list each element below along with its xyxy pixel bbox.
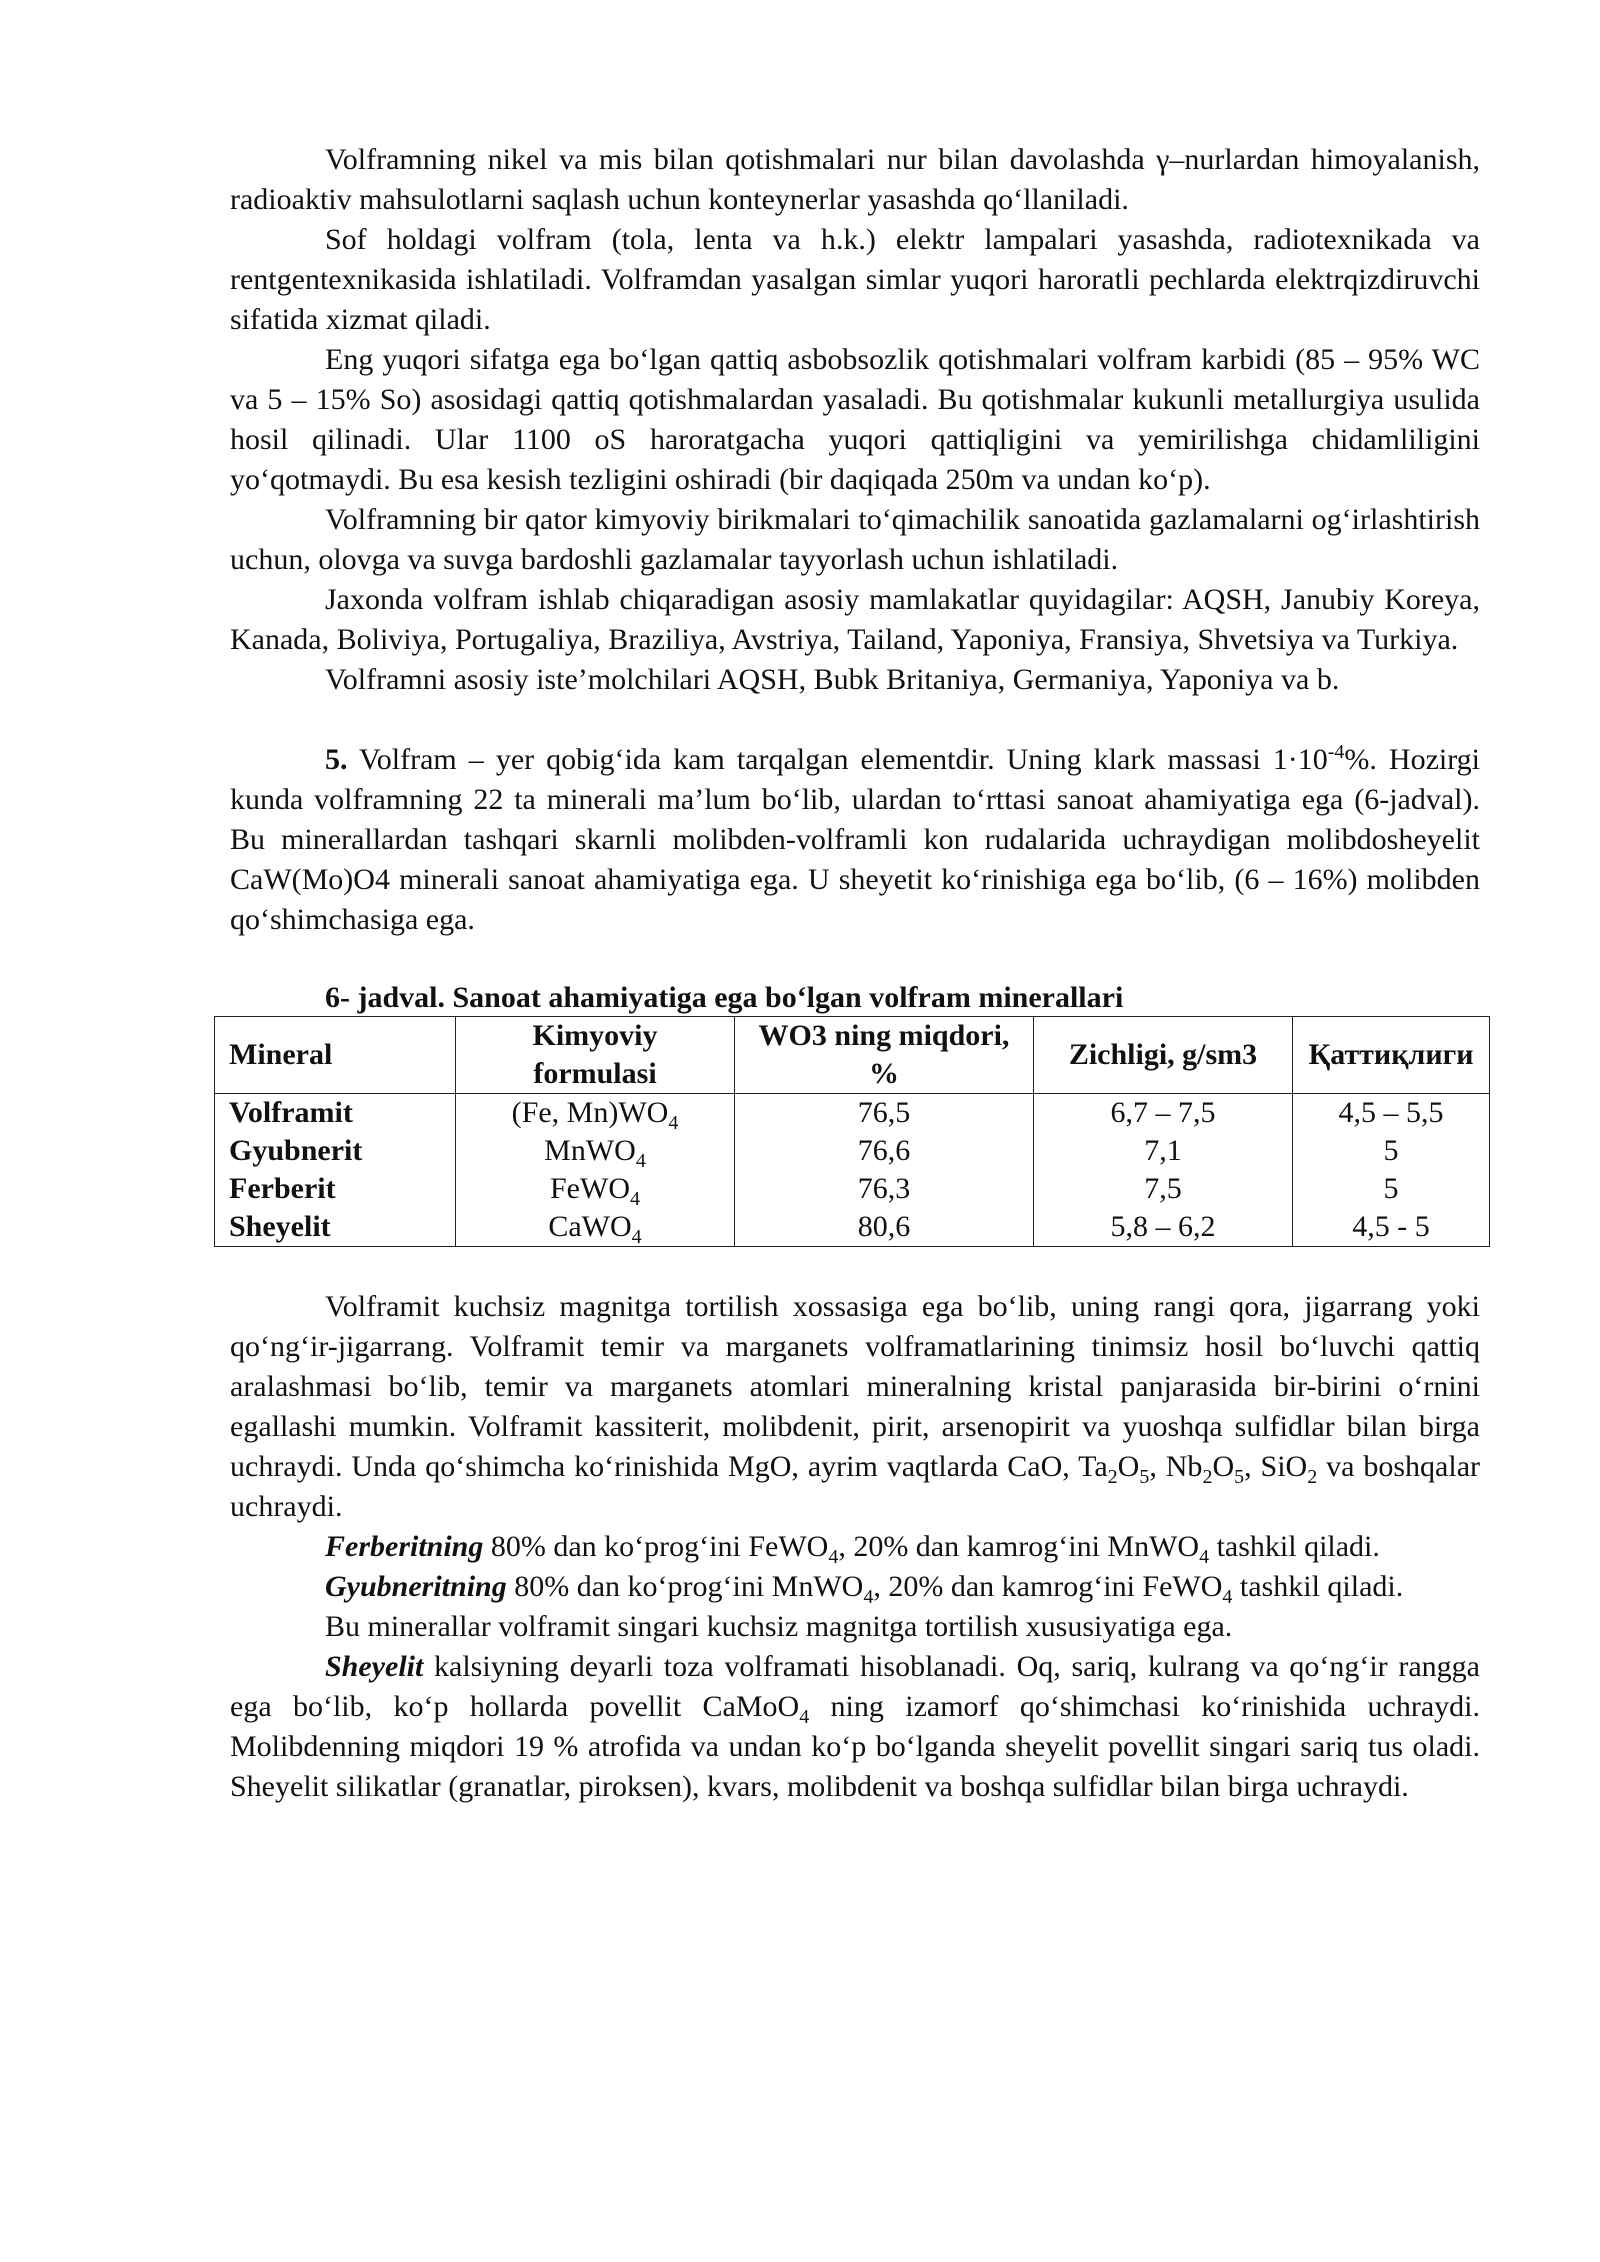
spacer [230,700,1480,740]
cell-formula: MnWO$_4$ [456,1132,735,1170]
cell-hardness: 4,5 – 5,5 [1293,1094,1490,1133]
ferberit-paragraph: Ferberitning 80% dan ko‘prog‘ini FeWO$_4$, 20% dan kamrog‘ini MnWO$_4$ tashkil qiladi. [325,1530,1380,1568]
term: Sheyelit [325,1650,424,1683]
table-row [215,1208,1490,1247]
paragraph: Bu minerallar volframit singari kuchsiz magnitga tortilish xususiyatiga ega. [325,1610,1233,1643]
document-page [230,140,1480,1807]
cell-wo3: 80,6 [735,1208,1034,1247]
cell-density: 6,7 – 7,5 [1034,1094,1293,1133]
paragraph: Volframni asosiy iste’molchilari AQSH, Bubk Britaniya, Germaniya, Yaponiya va b. [325,663,1340,696]
table-row [215,1094,1490,1133]
cell-hardness: 4,5 - 5 [1293,1208,1490,1247]
paragraph: Volframning bir qator kimyoviy birikmalari to‘qimachilik sanoatida gazlamalarni og‘irlashtirish uchun, olovga va suvga bardoshli gazlamalar tayyorlash uchun ishlatiladi. [230,503,1480,576]
cell-density: 7,5 [1034,1170,1293,1208]
cell-formula: CaWO$_4$ [456,1208,735,1247]
gyubnerit-paragraph: Gyubneritning 80% dan ko‘prog‘ini MnWO$_4$, 20% dan kamrog‘ini FeWO$_4$ tashkil qiladi. [325,1570,1404,1608]
cell-wo3: 76,3 [735,1170,1034,1208]
paragraph: Volframning nikel va mis bilan qotishmalari nur bilan davolashda γ–nurlardan himoyalanish, radioaktiv mahsulotlarni saqlash uchun konteynerlar yasashda qo‘llaniladi. [230,143,1480,216]
cell-wo3: 76,6 [735,1132,1034,1170]
section-text: %. Hozirgi kunda volframning 22 ta minerali ma’lum bo‘lib, ulardan to‘rttasi sanoat ahamiyatiga ega (6-jadval). Bu minerallardan tashqari skarnli molibden-volframli kon rudalarida uchraydigan molibdosheyelit CaW(Mo)O4 minerali sanoat ahamiyatiga ega. U sheyetit ko‘rinishiga ega bo‘lib, (6 – 16%) molibden qo‘shimchasiga ega. [230,743,1480,936]
minerals-table [214,1016,1490,1247]
cell-formula: FeWO$_4$ [456,1170,735,1208]
header-hardness: Қаттиқлиги [1293,1017,1490,1094]
volframit-paragraph: Volframit kuchsiz magnitga tortilish xossasiga ega bo‘lib, uning rangi qora, jigarrang yoki qo‘ng‘ir-jigarrang. Volframit temir va marganets volframatlarining tinimsiz hosil bo‘luvchi qattiq aralashmasi bo‘lib, temir va marganets atomlari mineralning kristal panjarasida bir-birini o‘rnini egallashi mumkin. Volframit kassiterit, molibdenit, pirit, arsenopirit va yuoshqa sulfidlar bilan birga uchraydi. Unda qo‘shimcha ko‘rinishida MgO, ayrim vaqtlarda CaO, $Ta_2O_5$, $Nb_2O_5$, SiO$_2$ va boshqalar uchraydi. [230,1290,1481,1523]
paragraph: Sof holdagi volfram (tola, lenta va h.k.) elektr lampalari yasashda, radiotexnikada va rentgentexnikasida ishlatiladi. Volframdan yasalgan simlar yuqori haroratli pechlarda elektrqizdiruvchi sifatida xizmat qiladi. [230,223,1480,336]
paragraph: Eng yuqori sifatga ega bo‘lgan qattiq asbobsozlik qotishmalari volfram karbidi (85 – 95% WC va 5 – 15% So) asosidagi qattiq qotishmalardan yasaladi. Bu qotishmalar kukunli metallurgiya usulida hosil qilinadi. Ular 1100 oS haroratgacha yuqori qattiqligini va yemirilishga chidamliligini yo‘qotmaydi. Bu esa kesish tezligini oshiradi (bir daqiqada 250m va undan ko‘p). [230,343,1480,496]
cell-formula: (Fe, $Mn)WO_4$ [456,1094,735,1133]
header-formula: Kimyoviy formulasi [456,1017,735,1094]
section-text: Volfram – yer qobig‘ida kam tarqalgan elementdir. Uning klark massasi 1·10 [347,743,1328,776]
header-mineral: Mineral [215,1017,456,1094]
cell-mineral: Gyubnerit [215,1132,456,1170]
cell-density: 7,1 [1034,1132,1293,1170]
cell-mineral: Ferberit [215,1170,456,1208]
header-density: Zichligi, g/sm3 [1034,1017,1293,1094]
spacer [230,1247,1480,1287]
cell-hardness: 5 [1293,1132,1490,1170]
cell-mineral: Sheyelit [215,1208,456,1247]
table-row [215,1132,1490,1170]
table-caption: 6- jadval. Sanoat ahamiyatiga ega bo‘lgan volfram minerallari [325,981,1124,1014]
table-header-row [215,1017,1490,1094]
header-wo3: WO3 ning miqdori, % [735,1017,1034,1094]
exponent: -4 [1327,741,1345,763]
cell-mineral: Volframit [215,1094,456,1133]
sheyelit-paragraph: Sheyelit kalsiyning deyarli toza volframati hisoblanadi. Oq, sariq, kulrang va qo‘ng‘ir rangga ega bo‘lib, ko‘p hollarda povellit CaMoO$_4$ ning izamorf qo‘shimchasi ko‘rinishida uchraydi. Molibdenning miqdori 19 % atrofida va undan ko‘p bo‘lganda sheyelit povellit singari sariq tus oladi. Sheyelit silikatlar (granatlar, piroksen), kvars, molibdenit va boshqa sulfidlar bilan birga uchraydi. [230,1650,1480,1803]
section-5-paragraph [230,740,1480,940]
term: Ferberitning [325,1530,484,1563]
paragraph: Jaxonda volfram ishlab chiqaradigan asosiy mamlakatlar quyidagilar: AQSH, Janubiy Koreya, Kanada, Boliviya, Portugaliya, Braziliya, Avstriya, Tailand, Yaponiya, Fransiya, Shvetsiya va Turkiya. [230,583,1480,656]
cell-hardness: 5 [1293,1170,1490,1208]
table-row [215,1170,1490,1208]
cell-density: 5,8 – 6,2 [1034,1208,1293,1247]
term: Gyubneritning [325,1570,507,1603]
cell-wo3: 76,5 [735,1094,1034,1133]
spacer [230,940,1480,980]
section-number: 5. [325,743,348,776]
